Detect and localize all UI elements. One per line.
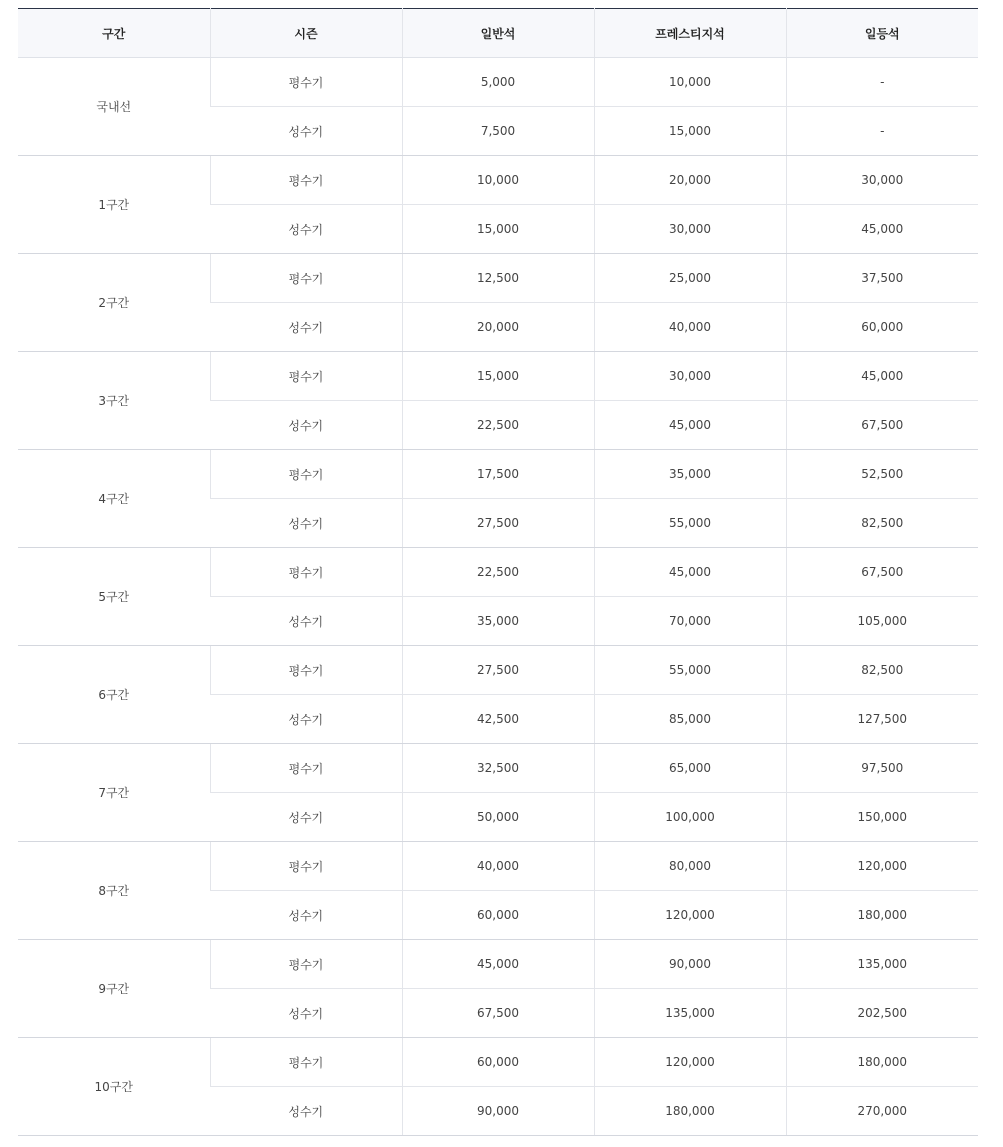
first-class-cell: 60,000 <box>786 303 978 352</box>
header-zone: 구간 <box>18 9 210 58</box>
prestige-cell: 65,000 <box>594 744 786 793</box>
economy-cell: 45,000 <box>402 940 594 989</box>
prestige-cell: 25,000 <box>594 254 786 303</box>
prestige-cell: 45,000 <box>594 401 786 450</box>
prestige-cell: 70,000 <box>594 597 786 646</box>
season-cell: 성수기 <box>210 1087 402 1136</box>
header-row <box>18 9 978 58</box>
first-class-cell: 120,000 <box>786 842 978 891</box>
season-cell: 평수기 <box>210 254 402 303</box>
mileage-table-wrapper <box>18 8 978 1136</box>
economy-cell: 22,500 <box>402 548 594 597</box>
zone-cell: 9구간 <box>18 940 210 1038</box>
zone-cell: 6구간 <box>18 646 210 744</box>
prestige-cell: 180,000 <box>594 1087 786 1136</box>
table-row <box>18 352 978 401</box>
first-class-cell: 180,000 <box>786 1038 978 1087</box>
economy-cell: 35,000 <box>402 597 594 646</box>
header-season: 시즌 <box>210 9 402 58</box>
table-row <box>18 156 978 205</box>
economy-cell: 60,000 <box>402 1038 594 1087</box>
prestige-cell: 30,000 <box>594 205 786 254</box>
zone-cell: 3구간 <box>18 352 210 450</box>
season-cell: 평수기 <box>210 548 402 597</box>
first-class-cell: 127,500 <box>786 695 978 744</box>
prestige-cell: 120,000 <box>594 1038 786 1087</box>
economy-cell: 5,000 <box>402 58 594 107</box>
prestige-cell: 40,000 <box>594 303 786 352</box>
economy-cell: 22,500 <box>402 401 594 450</box>
table-row <box>18 940 978 989</box>
first-class-cell: 52,500 <box>786 450 978 499</box>
first-class-cell: 105,000 <box>786 597 978 646</box>
season-cell: 성수기 <box>210 891 402 940</box>
mileage-table <box>18 8 978 1136</box>
first-class-cell: 67,500 <box>786 401 978 450</box>
season-cell: 평수기 <box>210 450 402 499</box>
economy-cell: 50,000 <box>402 793 594 842</box>
zone-cell: 1구간 <box>18 156 210 254</box>
economy-cell: 27,500 <box>402 646 594 695</box>
season-cell: 성수기 <box>210 107 402 156</box>
prestige-cell: 10,000 <box>594 58 786 107</box>
prestige-cell: 135,000 <box>594 989 786 1038</box>
first-class-cell: 82,500 <box>786 499 978 548</box>
season-cell: 평수기 <box>210 1038 402 1087</box>
economy-cell: 27,500 <box>402 499 594 548</box>
season-cell: 평수기 <box>210 58 402 107</box>
first-class-cell: 30,000 <box>786 156 978 205</box>
prestige-cell: 15,000 <box>594 107 786 156</box>
header-first: 일등석 <box>786 9 978 58</box>
season-cell: 성수기 <box>210 303 402 352</box>
prestige-cell: 55,000 <box>594 646 786 695</box>
economy-cell: 15,000 <box>402 205 594 254</box>
prestige-cell: 20,000 <box>594 156 786 205</box>
zone-cell: 5구간 <box>18 548 210 646</box>
economy-cell: 90,000 <box>402 1087 594 1136</box>
economy-cell: 10,000 <box>402 156 594 205</box>
zone-cell: 2구간 <box>18 254 210 352</box>
prestige-cell: 30,000 <box>594 352 786 401</box>
first-class-cell: 45,000 <box>786 352 978 401</box>
table-row <box>18 450 978 499</box>
first-class-cell: - <box>786 107 978 156</box>
economy-cell: 32,500 <box>402 744 594 793</box>
season-cell: 평수기 <box>210 940 402 989</box>
prestige-cell: 35,000 <box>594 450 786 499</box>
prestige-cell: 55,000 <box>594 499 786 548</box>
first-class-cell: 180,000 <box>786 891 978 940</box>
first-class-cell: 82,500 <box>786 646 978 695</box>
economy-cell: 15,000 <box>402 352 594 401</box>
first-class-cell: 202,500 <box>786 989 978 1038</box>
table-row <box>18 646 978 695</box>
economy-cell: 60,000 <box>402 891 594 940</box>
season-cell: 성수기 <box>210 597 402 646</box>
table-header <box>18 9 978 58</box>
table-row <box>18 548 978 597</box>
first-class-cell: 37,500 <box>786 254 978 303</box>
zone-cell: 4구간 <box>18 450 210 548</box>
economy-cell: 7,500 <box>402 107 594 156</box>
prestige-cell: 80,000 <box>594 842 786 891</box>
zone-cell: 7구간 <box>18 744 210 842</box>
season-cell: 평수기 <box>210 352 402 401</box>
economy-cell: 20,000 <box>402 303 594 352</box>
table-row <box>18 254 978 303</box>
first-class-cell: - <box>786 58 978 107</box>
season-cell: 성수기 <box>210 695 402 744</box>
table-row <box>18 744 978 793</box>
season-cell: 성수기 <box>210 499 402 548</box>
prestige-cell: 45,000 <box>594 548 786 597</box>
economy-cell: 17,500 <box>402 450 594 499</box>
header-economy: 일반석 <box>402 9 594 58</box>
first-class-cell: 97,500 <box>786 744 978 793</box>
season-cell: 평수기 <box>210 744 402 793</box>
first-class-cell: 67,500 <box>786 548 978 597</box>
prestige-cell: 100,000 <box>594 793 786 842</box>
first-class-cell: 150,000 <box>786 793 978 842</box>
economy-cell: 67,500 <box>402 989 594 1038</box>
season-cell: 평수기 <box>210 646 402 695</box>
first-class-cell: 270,000 <box>786 1087 978 1136</box>
economy-cell: 12,500 <box>402 254 594 303</box>
season-cell: 평수기 <box>210 842 402 891</box>
season-cell: 성수기 <box>210 401 402 450</box>
table-row <box>18 58 978 107</box>
table-row <box>18 842 978 891</box>
zone-cell: 8구간 <box>18 842 210 940</box>
prestige-cell: 120,000 <box>594 891 786 940</box>
table-row <box>18 1038 978 1087</box>
season-cell: 성수기 <box>210 205 402 254</box>
economy-cell: 42,500 <box>402 695 594 744</box>
first-class-cell: 45,000 <box>786 205 978 254</box>
header-prestige: 프레스티지석 <box>594 9 786 58</box>
season-cell: 평수기 <box>210 156 402 205</box>
first-class-cell: 135,000 <box>786 940 978 989</box>
prestige-cell: 85,000 <box>594 695 786 744</box>
zone-cell: 10구간 <box>18 1038 210 1136</box>
economy-cell: 40,000 <box>402 842 594 891</box>
table-body <box>18 58 978 1136</box>
prestige-cell: 90,000 <box>594 940 786 989</box>
season-cell: 성수기 <box>210 989 402 1038</box>
season-cell: 성수기 <box>210 793 402 842</box>
zone-cell: 국내선 <box>18 58 210 156</box>
